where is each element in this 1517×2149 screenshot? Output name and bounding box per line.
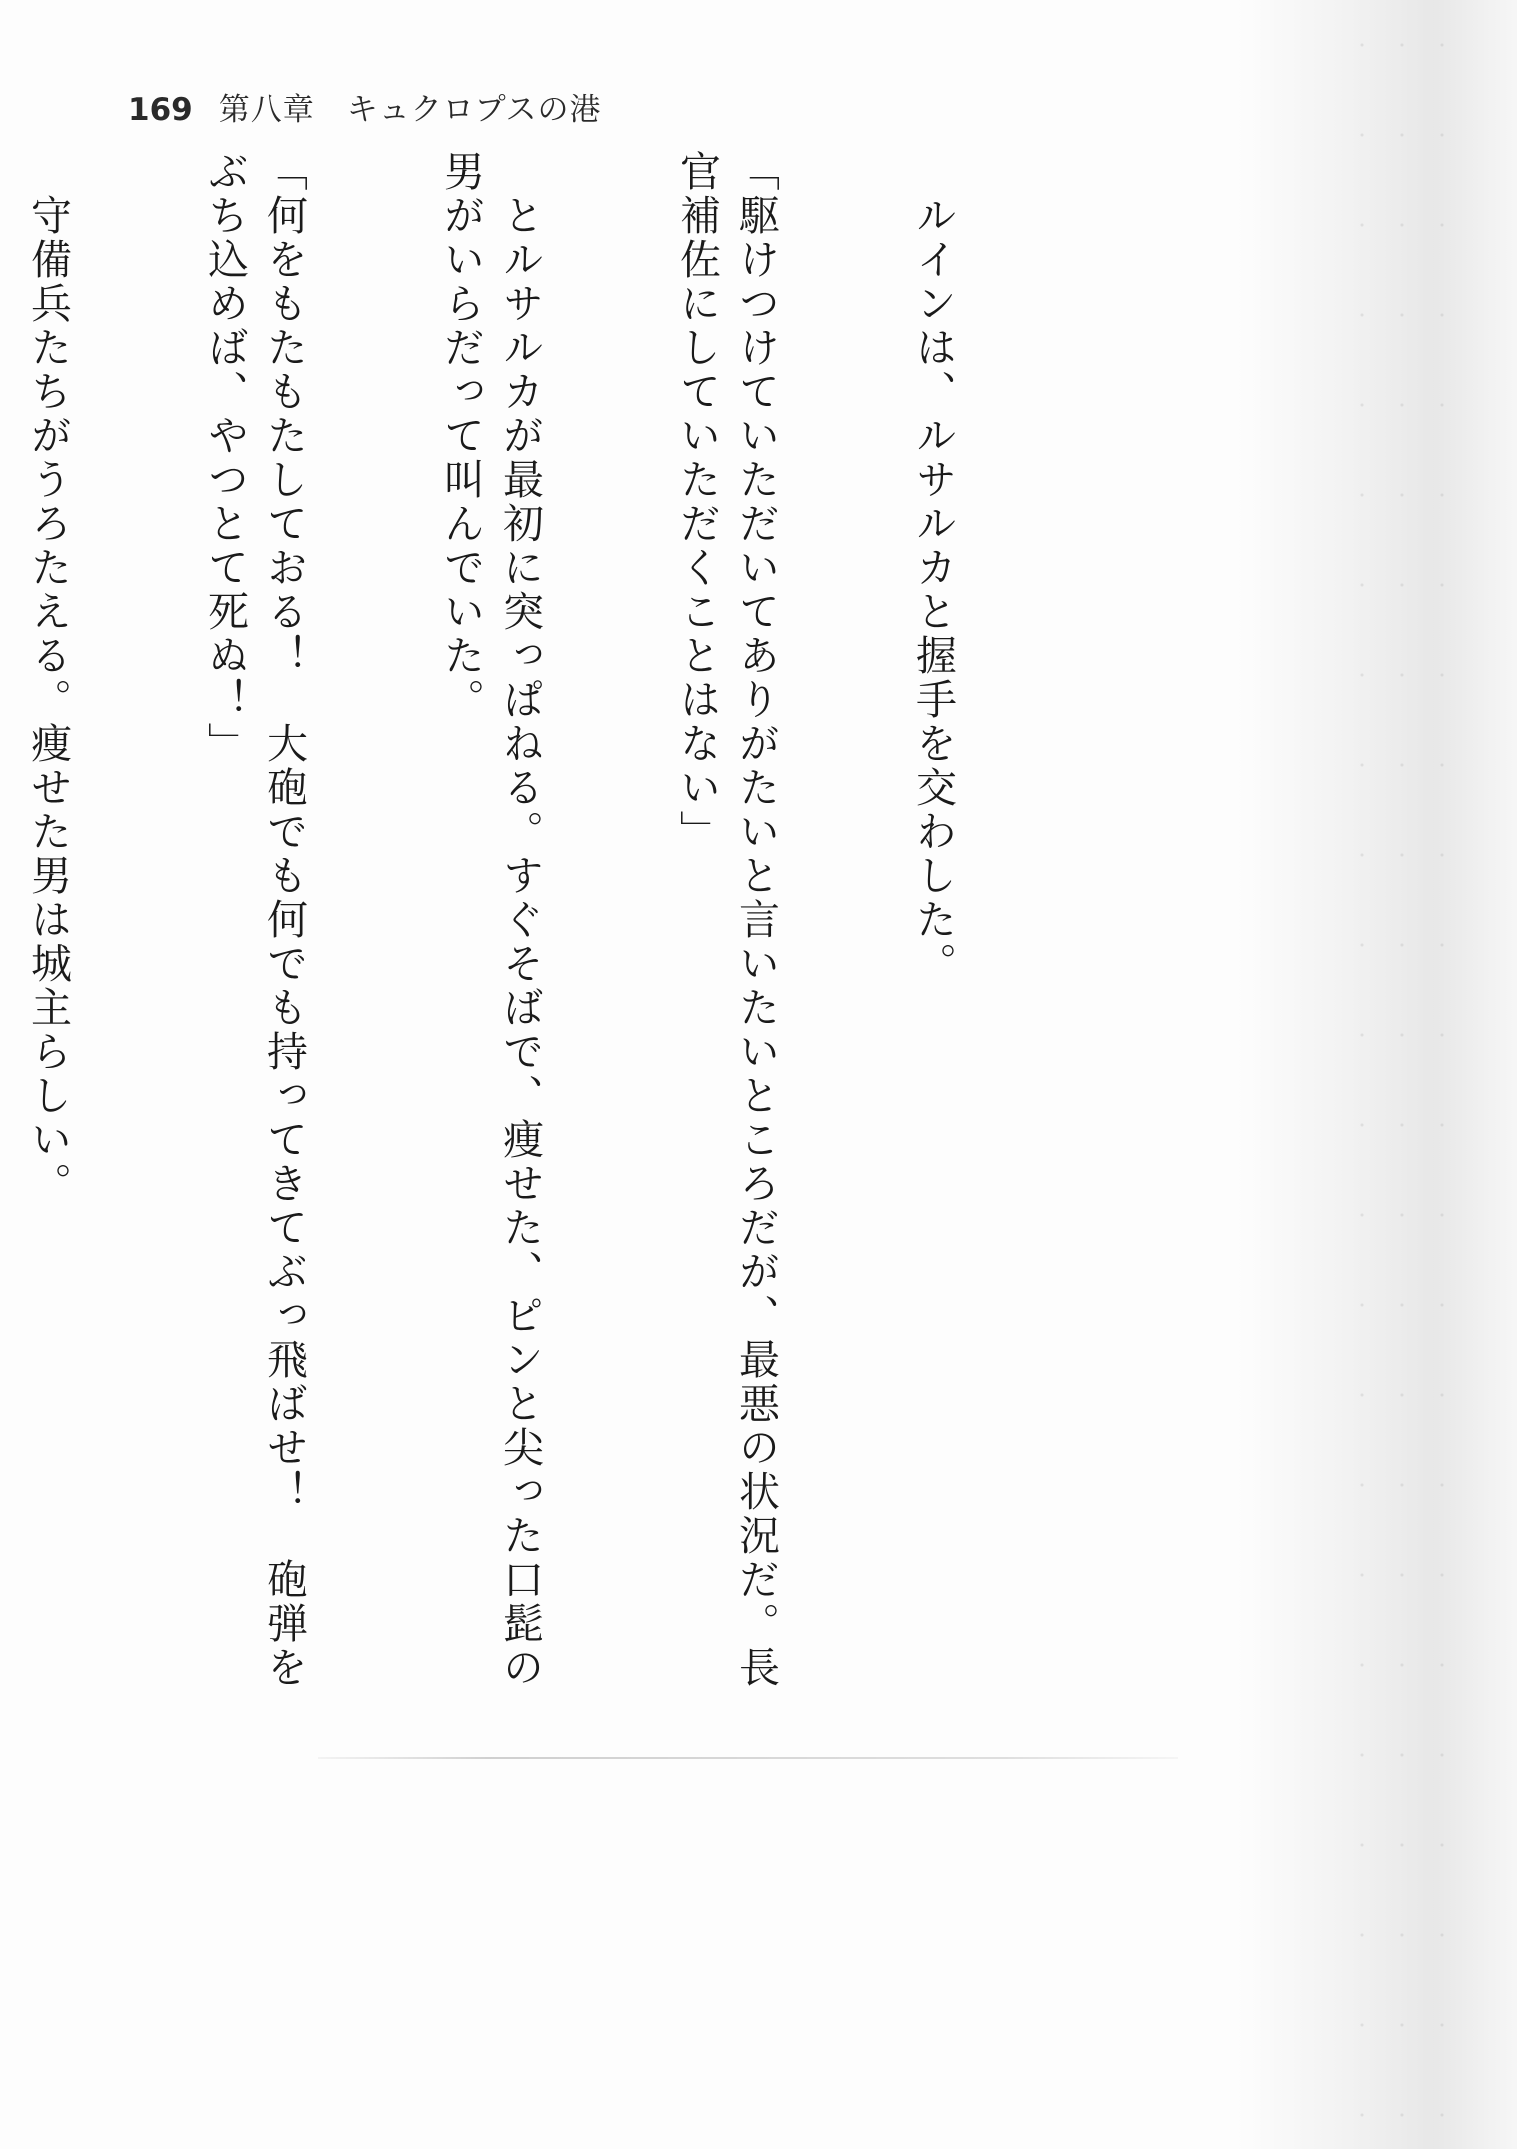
chapter-title: 第八章 キュクロプスの港 — [218, 92, 602, 128]
paragraph: とルサルカが最初に突っぱねる。すぐそばで、痩せた、ピンと尖った口髭の男がいらだって叫んでいた。 — [437, 150, 544, 1690]
paragraph: 「何をもたもたしておる！ 大砲でも何でも持ってきてぶっ飛ばせ！ 砲弾をぶち込めば、やつとて死ぬ！」 — [201, 150, 308, 1690]
paragraph: 守備兵たちがうろたえる。痩せた男は城主らしい。 — [24, 150, 72, 1206]
page-number: 169 — [128, 92, 193, 128]
running-head — [128, 84, 601, 129]
scan-specks — [1342, 0, 1462, 2149]
paragraph: ルインは、ルサルカと握手を交わした。 — [909, 150, 957, 986]
vertical-body-text — [0, 150, 1080, 1720]
page-divider — [318, 1757, 1178, 1759]
paragraph: 「駆けつけていただいてありがたいと言いたいところだが、最悪の状況だ。長官補佐にしていただくことはない」 — [673, 150, 780, 1690]
